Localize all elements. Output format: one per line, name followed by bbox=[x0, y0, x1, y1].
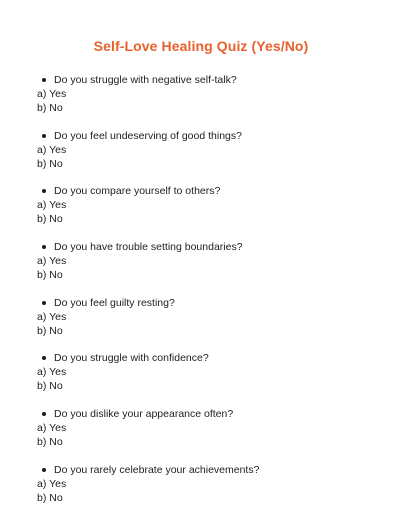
question-line bbox=[37, 184, 397, 198]
option-yes: a) Yes bbox=[37, 143, 67, 156]
option-yes: a) Yes bbox=[37, 477, 67, 490]
question-item bbox=[37, 184, 397, 240]
question-line bbox=[37, 296, 397, 310]
option-no: b) No bbox=[37, 380, 63, 393]
question-item bbox=[37, 407, 397, 463]
bullet-icon bbox=[42, 134, 46, 138]
bullet-icon bbox=[42, 468, 46, 472]
question-line bbox=[37, 463, 397, 477]
question-text: Do you struggle with negative self-talk? bbox=[54, 74, 237, 86]
question-list bbox=[37, 73, 397, 519]
question-text: Do you compare yourself to others? bbox=[54, 185, 221, 198]
option-no: b) No bbox=[37, 157, 63, 170]
option-no: b) No bbox=[37, 269, 63, 282]
question-text: Do you dislike your appearance often? bbox=[54, 408, 234, 421]
bullet-icon bbox=[42, 189, 46, 193]
option-no: b) No bbox=[37, 102, 63, 114]
bullet-icon bbox=[42, 245, 46, 249]
question-line bbox=[37, 73, 397, 87]
question-text: Do you struggle with confidence? bbox=[54, 352, 209, 365]
option-yes: a) Yes bbox=[37, 255, 67, 268]
page-title: Self-Love Healing Quiz (Yes/No) bbox=[93, 38, 309, 54]
question-item bbox=[37, 296, 397, 352]
option-yes: a) Yes bbox=[37, 422, 67, 435]
option-yes: a) Yes bbox=[37, 310, 67, 323]
question-line bbox=[37, 407, 397, 421]
option-no: b) No bbox=[37, 491, 63, 504]
bullet-icon bbox=[42, 356, 46, 360]
option-no: b) No bbox=[37, 324, 63, 337]
question-item bbox=[37, 463, 397, 519]
question-text: Do you have trouble setting boundaries? bbox=[54, 241, 243, 254]
question-line bbox=[37, 351, 397, 365]
option-yes: a) Yes bbox=[37, 199, 67, 212]
bullet-icon bbox=[42, 301, 46, 305]
question-item bbox=[37, 129, 397, 185]
option-no: b) No bbox=[37, 436, 63, 449]
bullet-icon bbox=[42, 412, 46, 416]
question-text: Do you feel undeserving of good things? bbox=[54, 129, 242, 142]
question-text: Do you rarely celebrate your achievements? bbox=[54, 463, 260, 476]
option-yes: a) Yes bbox=[37, 88, 67, 100]
option-no: b) No bbox=[37, 213, 63, 226]
question-item bbox=[37, 351, 397, 407]
question-item bbox=[37, 240, 397, 296]
question-text: Do you feel guilty resting? bbox=[54, 296, 175, 309]
option-yes: a) Yes bbox=[37, 366, 67, 379]
bullet-icon bbox=[42, 78, 46, 82]
question-line bbox=[37, 240, 397, 254]
question-item bbox=[37, 73, 397, 129]
question-line bbox=[37, 129, 397, 143]
